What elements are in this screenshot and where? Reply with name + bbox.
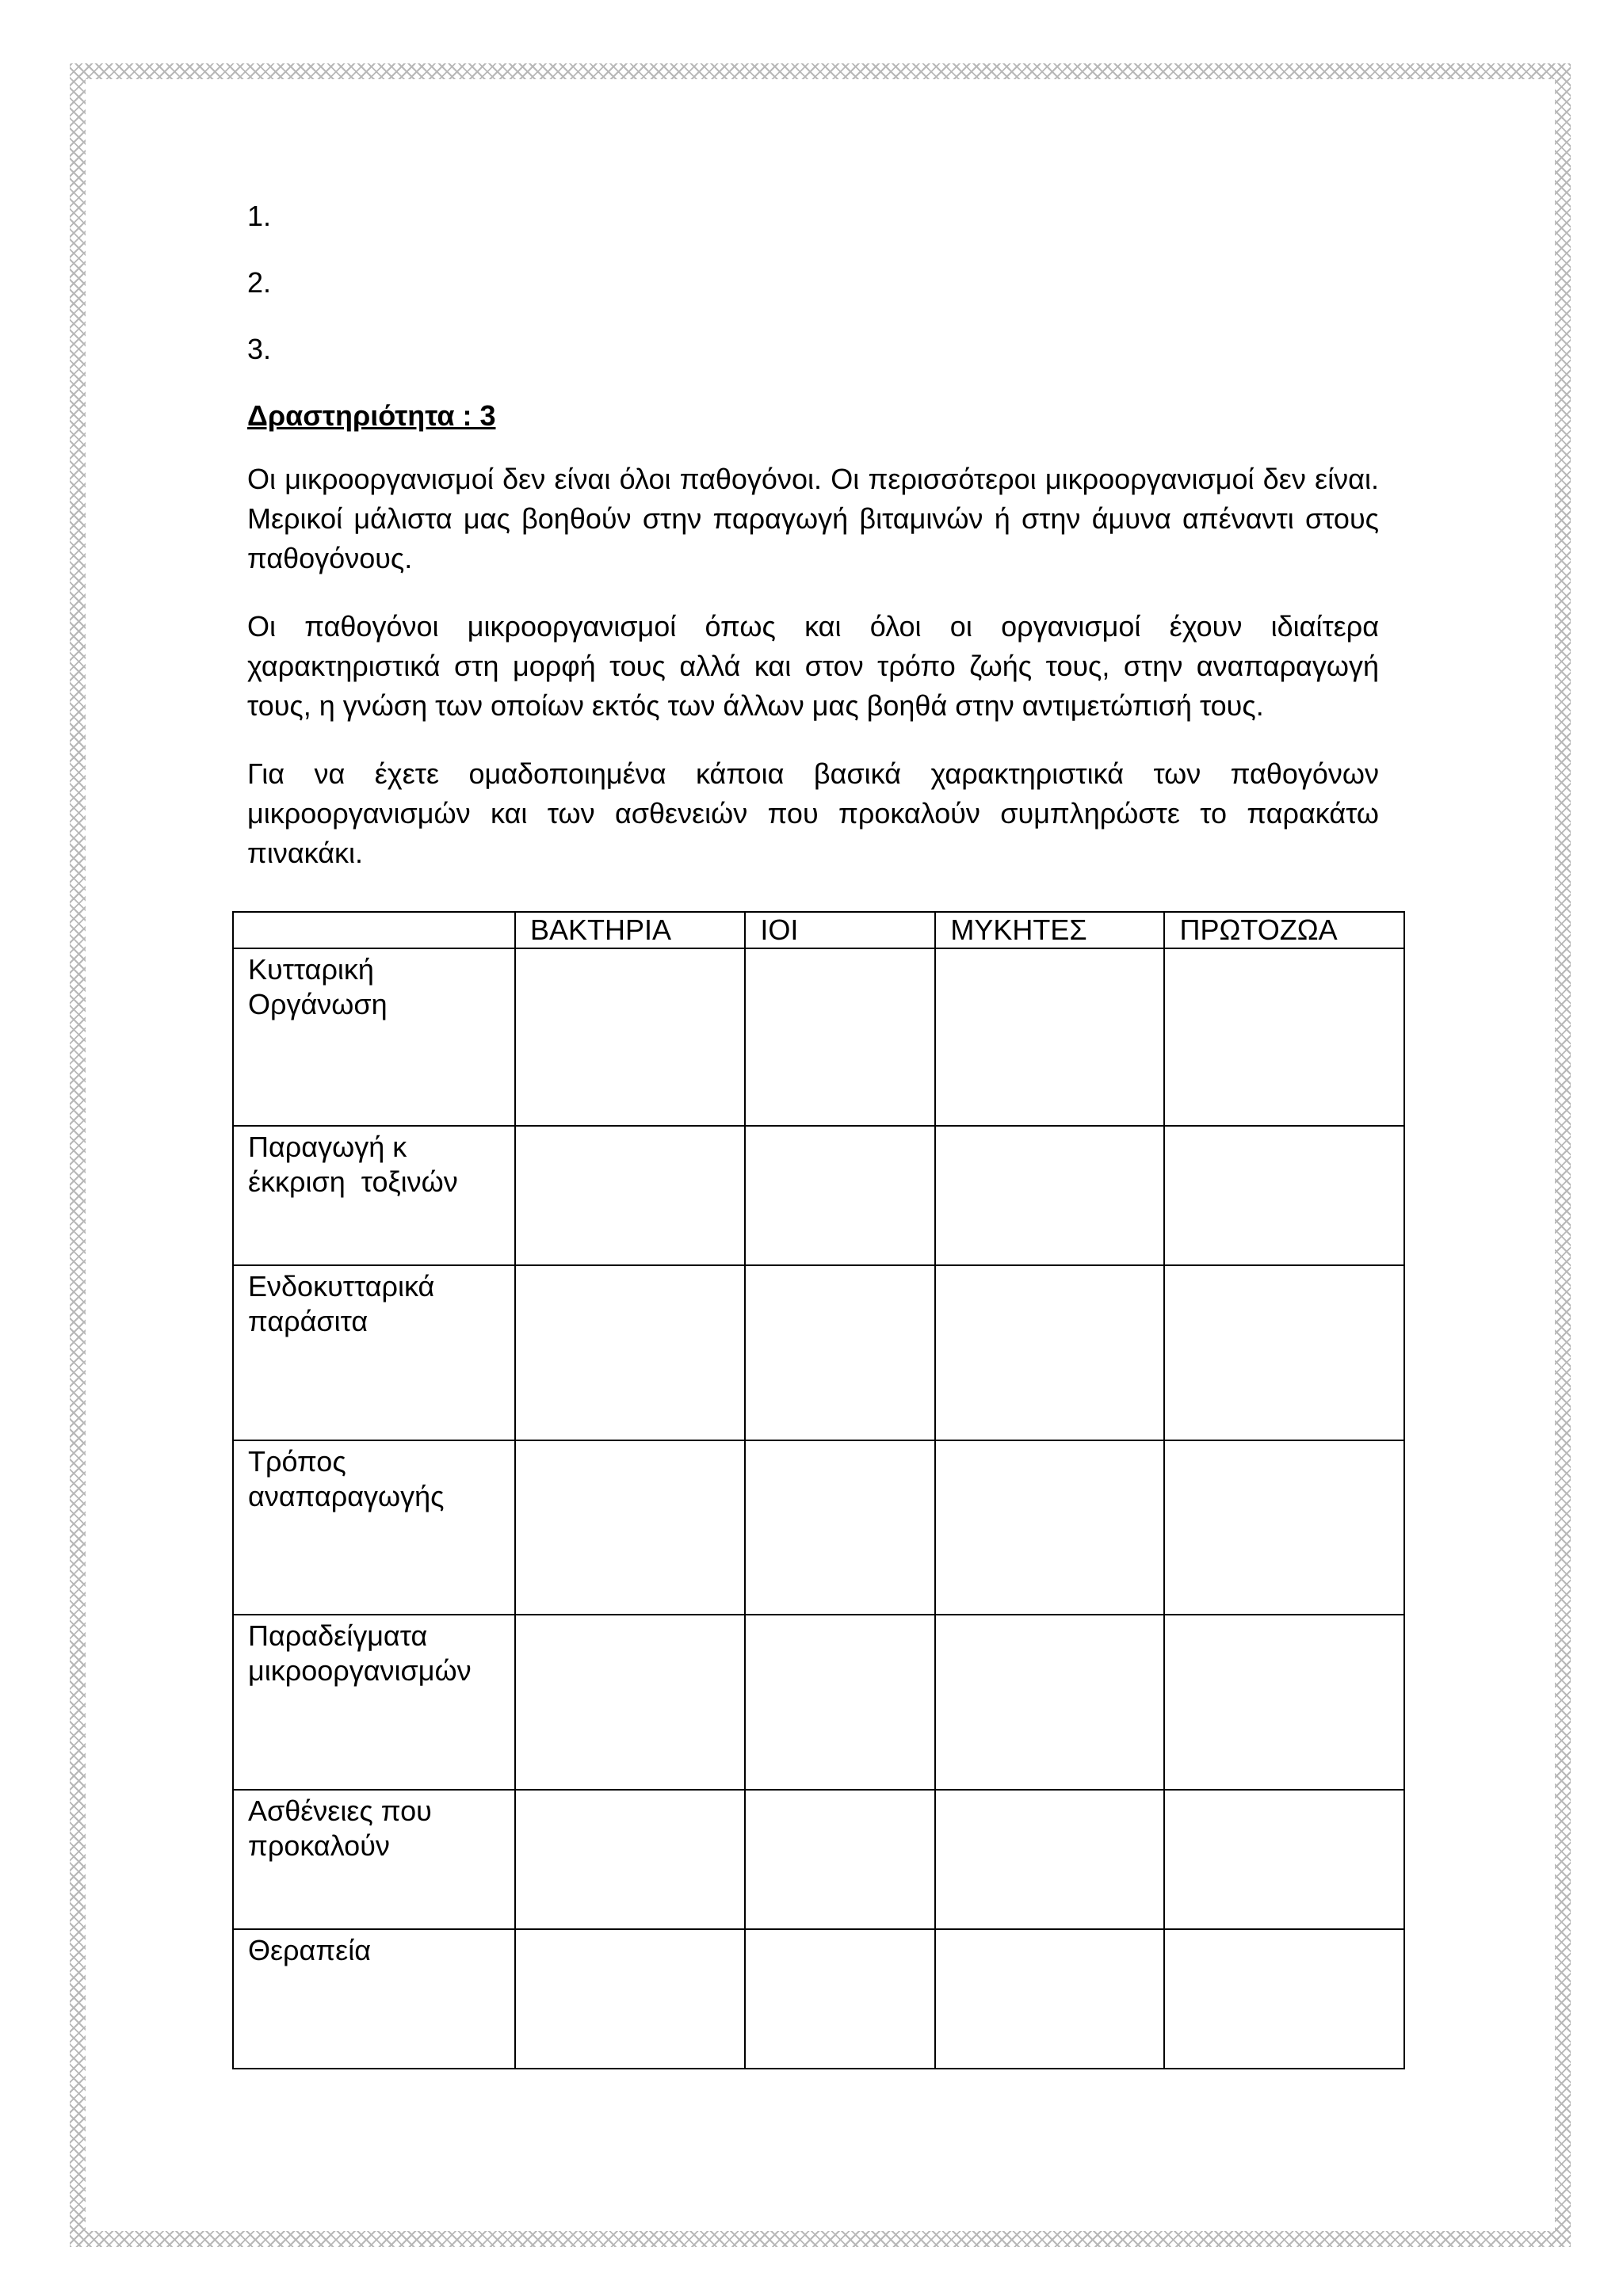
answer-cell[interactable] — [745, 1790, 935, 1929]
answer-cell[interactable] — [1164, 948, 1404, 1126]
header-cell-protozoa: ΠΡΩΤΟΖΩΑ — [1164, 912, 1404, 948]
table-row — [233, 1929, 1404, 2069]
answer-cell[interactable] — [745, 1615, 935, 1790]
answer-cell[interactable] — [515, 1126, 745, 1265]
row-label-line: Κυτταρική — [248, 953, 374, 986]
row-label-line: Παραγωγή κ — [248, 1131, 407, 1163]
answer-cell[interactable] — [745, 948, 935, 1126]
table-row — [233, 1440, 1404, 1615]
header-cell-empty — [233, 912, 515, 948]
answer-cell[interactable] — [1164, 1615, 1404, 1790]
answer-cell[interactable] — [935, 1790, 1164, 1929]
row-label-line: Οργάνωση — [248, 988, 388, 1020]
answer-cell[interactable] — [745, 1265, 935, 1440]
answer-cell[interactable] — [1164, 1929, 1404, 2069]
answer-cell[interactable] — [1164, 1265, 1404, 1440]
answer-cell[interactable] — [1164, 1440, 1404, 1615]
row-label-cell — [233, 1126, 515, 1265]
answer-cell[interactable] — [935, 1265, 1164, 1440]
answer-cell[interactable] — [515, 1440, 745, 1615]
answer-cell[interactable] — [935, 1929, 1164, 2069]
row-label-line: Παραδείγματα — [248, 1619, 428, 1652]
row-label-line: Ενδοκυτταρικά — [248, 1270, 435, 1302]
table-row — [233, 1126, 1404, 1265]
answer-cell[interactable] — [935, 1440, 1164, 1615]
document-body — [247, 196, 1379, 902]
table-header-row — [233, 912, 1404, 948]
row-label-cell — [233, 1440, 515, 1615]
row-label-line: Θεραπεία — [248, 1934, 372, 1966]
answer-cell[interactable] — [745, 1440, 935, 1615]
numbered-line-1: 1. — [247, 200, 272, 232]
row-label-line: προκαλούν — [248, 1829, 390, 1862]
answer-cell[interactable] — [935, 1615, 1164, 1790]
answer-cell[interactable] — [515, 1615, 745, 1790]
paragraph-3: Για να έχετε ομαδοποιημένα κάποια βασικά χαρακτηριστικά των παθογόνων μικροοργανισμών και των ασθενειών που προκαλούν συμπληρώστε το παρακάτω πινακάκι. — [247, 757, 1379, 869]
paragraph-1: Οι μικροοργανισμοί δεν είναι όλοι παθογόνοι. Οι περισσότεροι μικροοργανισμοί δεν είναι. Μερικοί μάλιστα μας βοηθούν στην παραγωγή βιταμινών ή στην άμυνα απέναντι στους παθογόνους. — [247, 463, 1379, 574]
table-row — [233, 1265, 1404, 1440]
answer-cell[interactable] — [515, 1790, 745, 1929]
answer-cell[interactable] — [745, 1929, 935, 2069]
activity-heading: Δραστηριότητα : 3 — [247, 399, 496, 432]
row-label-line: έκκριση τοξινών — [248, 1165, 458, 1198]
paragraph-2: Οι παθογόνοι μικροοργανισμοί όπως και όλοι οι οργανισμοί έχουν ιδιαίτερα χαρακτηριστικά στη μορφή τους αλλά και στον τρόπο ζωής τους, στην αναπαραγωγή τους, η γνώση των οποίων εκτός των άλλων μας βοηθά στην αντιμετώπισή τους. — [247, 610, 1379, 722]
row-label-cell — [233, 1790, 515, 1929]
row-label-cell — [233, 1265, 515, 1440]
answer-cell[interactable] — [515, 948, 745, 1126]
numbered-line-3: 3. — [247, 333, 272, 365]
row-label-cell — [233, 1615, 515, 1790]
answer-cell[interactable] — [1164, 1790, 1404, 1929]
row-label-line: αναπαραγωγής — [248, 1480, 445, 1512]
answer-cell[interactable] — [745, 1126, 935, 1265]
numbered-line-2: 2. — [247, 266, 272, 299]
answer-cell[interactable] — [515, 1929, 745, 2069]
row-label-cell — [233, 1929, 515, 2069]
row-label-line: Ασθένειες που — [248, 1794, 432, 1827]
table-row — [233, 1615, 1404, 1790]
header-cell-bacteria: ΒΑΚΤΗΡΙΑ — [515, 912, 745, 948]
header-cell-viruses: ΙΟΙ — [745, 912, 935, 948]
row-label-line: Τρόπος — [248, 1445, 346, 1478]
answer-cell[interactable] — [935, 948, 1164, 1126]
row-label-line: παράσιτα — [248, 1305, 369, 1337]
header-cell-fungi: ΜΥΚΗΤΕΣ — [935, 912, 1164, 948]
answer-cell[interactable] — [515, 1265, 745, 1440]
answer-cell[interactable] — [1164, 1126, 1404, 1265]
table-row — [233, 1790, 1404, 1929]
table-row — [233, 948, 1404, 1126]
answer-cell[interactable] — [935, 1126, 1164, 1265]
worksheet-table — [232, 911, 1405, 2069]
row-label-cell — [233, 948, 515, 1126]
row-label-line: μικροοργανισμών — [248, 1654, 472, 1687]
